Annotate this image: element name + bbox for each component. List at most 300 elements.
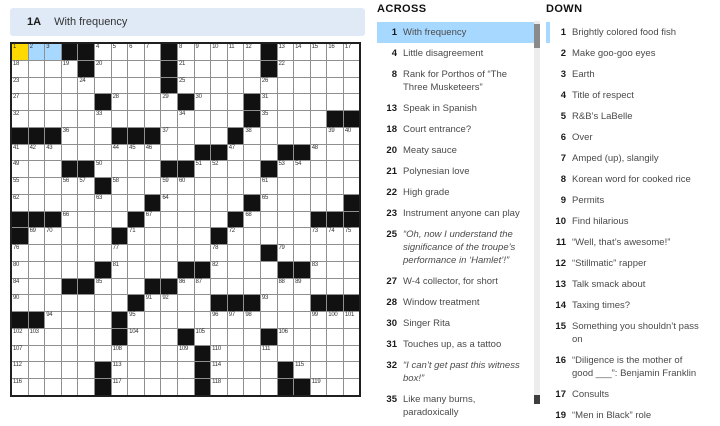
grid-cell[interactable] [278,312,294,328]
across-clue-25[interactable] [377,224,535,271]
across-scrollbar-track[interactable] [534,21,540,404]
grid-cell[interactable] [78,362,94,378]
grid-cell[interactable] [344,346,360,362]
grid-cell[interactable] [62,295,78,311]
grid-cell[interactable] [178,245,194,261]
across-clue-21[interactable] [377,161,535,182]
grid-cell[interactable] [12,78,28,94]
grid-cell[interactable] [161,145,177,161]
grid-cell[interactable] [45,61,61,77]
grid-cell[interactable] [195,212,211,228]
grid-cell[interactable] [228,362,244,378]
grid-cell[interactable] [95,61,111,77]
grid-cell[interactable] [278,195,294,211]
grid-cell[interactable] [145,295,161,311]
across-clue-31[interactable] [377,334,535,355]
down-clue-1[interactable] [546,22,712,43]
grid-cell[interactable] [62,128,78,144]
down-clue-15[interactable] [546,316,712,350]
grid-cell[interactable] [211,111,227,127]
grid-cell[interactable] [261,212,277,228]
grid-cell[interactable] [278,212,294,228]
grid-cell[interactable] [261,262,277,278]
grid-cell[interactable] [344,61,360,77]
grid-cell[interactable] [178,44,194,60]
grid-cell[interactable] [211,161,227,177]
grid-cell[interactable] [211,94,227,110]
grid-cell[interactable] [311,262,327,278]
grid-cell[interactable] [161,312,177,328]
grid-cell[interactable] [244,312,260,328]
grid-cell[interactable] [29,61,45,77]
grid-cell[interactable] [112,362,128,378]
grid-cell[interactable] [145,329,161,345]
grid-cell[interactable] [29,228,45,244]
grid-cell[interactable] [344,128,360,144]
down-clue-14[interactable] [546,295,712,316]
grid-cell[interactable] [12,161,28,177]
grid-cell[interactable] [327,195,343,211]
grid-cell[interactable] [211,178,227,194]
grid-cell[interactable] [29,262,45,278]
grid-cell[interactable] [228,329,244,345]
grid-cell[interactable] [95,312,111,328]
grid-cell[interactable] [12,295,28,311]
grid-cell[interactable] [29,379,45,395]
grid-cell[interactable] [112,44,128,60]
grid-cell[interactable] [45,279,61,295]
grid-cell[interactable] [278,279,294,295]
grid-cell[interactable] [128,329,144,345]
grid-cell[interactable] [244,78,260,94]
grid-cell[interactable] [195,295,211,311]
grid-cell[interactable] [294,362,310,378]
grid-cell[interactable] [311,346,327,362]
grid-cell[interactable] [178,379,194,395]
grid-cell[interactable] [344,161,360,177]
grid-cell[interactable] [78,228,94,244]
grid-cell[interactable] [145,228,161,244]
grid-cell[interactable] [95,161,111,177]
grid-cell[interactable] [344,94,360,110]
grid-cell[interactable] [29,161,45,177]
grid-cell[interactable] [244,178,260,194]
grid-cell[interactable] [112,262,128,278]
grid-cell[interactable] [228,44,244,60]
across-clue-13[interactable] [377,98,535,119]
down-clue-2[interactable] [546,43,712,64]
grid-cell[interactable] [145,111,161,127]
grid-cell[interactable] [195,279,211,295]
grid-cell[interactable] [161,346,177,362]
grid-cell[interactable] [211,61,227,77]
grid-cell[interactable] [112,145,128,161]
grid-cell[interactable] [161,295,177,311]
grid-cell[interactable] [195,78,211,94]
grid-cell[interactable] [228,312,244,328]
grid-cell[interactable] [195,94,211,110]
grid-cell[interactable] [178,228,194,244]
grid-cell[interactable] [261,295,277,311]
grid-cell[interactable] [311,145,327,161]
grid-cell[interactable] [211,195,227,211]
grid-cell[interactable] [244,362,260,378]
grid-cell[interactable] [95,212,111,228]
grid-cell[interactable] [244,329,260,345]
grid-cell[interactable] [29,44,45,60]
grid-cell[interactable] [62,78,78,94]
down-clue-8[interactable] [546,169,712,190]
grid-cell[interactable] [12,245,28,261]
grid-cell[interactable] [311,161,327,177]
grid-cell[interactable] [29,329,45,345]
grid-cell[interactable] [244,161,260,177]
grid-cell[interactable] [29,195,45,211]
grid-cell[interactable] [161,379,177,395]
grid-cell[interactable] [195,178,211,194]
grid-cell[interactable] [195,161,211,177]
grid-cell[interactable] [78,329,94,345]
grid-cell[interactable] [311,61,327,77]
across-clue-4[interactable] [377,43,535,64]
grid-cell[interactable] [145,212,161,228]
across-clue-8[interactable] [377,64,535,98]
grid-cell[interactable] [161,178,177,194]
grid-cell[interactable] [45,94,61,110]
grid-cell[interactable] [311,329,327,345]
grid-cell[interactable] [145,262,161,278]
grid-cell[interactable] [294,128,310,144]
grid-cell[interactable] [211,379,227,395]
grid-cell[interactable] [112,379,128,395]
grid-cell[interactable] [145,94,161,110]
grid-cell[interactable] [244,61,260,77]
grid-cell[interactable] [244,212,260,228]
down-clue-5[interactable] [546,106,712,127]
grid-cell[interactable] [327,128,343,144]
grid-cell[interactable] [95,295,111,311]
grid-cell[interactable] [112,295,128,311]
grid-cell[interactable] [29,78,45,94]
down-clue-17[interactable] [546,384,712,405]
grid-cell[interactable] [311,312,327,328]
grid-cell[interactable] [195,228,211,244]
grid-cell[interactable] [161,195,177,211]
grid-cell[interactable] [45,312,61,328]
grid-cell[interactable] [327,329,343,345]
grid-cell[interactable] [344,379,360,395]
grid-cell[interactable] [278,61,294,77]
grid-cell[interactable] [178,178,194,194]
grid-cell[interactable] [294,279,310,295]
grid-cell[interactable] [244,128,260,144]
grid-cell[interactable] [211,329,227,345]
grid-cell[interactable] [261,111,277,127]
grid-cell[interactable] [78,128,94,144]
grid-cell[interactable] [128,78,144,94]
grid-cell[interactable] [211,312,227,328]
grid-cell[interactable] [294,44,310,60]
grid-cell[interactable] [45,379,61,395]
grid-cell[interactable] [62,312,78,328]
grid-cell[interactable] [294,212,310,228]
grid-cell[interactable] [62,212,78,228]
grid-cell[interactable] [278,111,294,127]
grid-cell[interactable] [12,346,28,362]
grid-cell[interactable] [128,44,144,60]
down-clue-9[interactable] [546,190,712,211]
grid-cell[interactable] [128,362,144,378]
grid-cell[interactable] [12,44,28,60]
grid-cell[interactable] [211,362,227,378]
grid-cell[interactable] [244,145,260,161]
grid-cell[interactable] [327,362,343,378]
grid-cell[interactable] [29,145,45,161]
grid-cell[interactable] [228,346,244,362]
grid-cell[interactable] [78,212,94,228]
grid-cell[interactable] [228,78,244,94]
grid-cell[interactable] [45,346,61,362]
grid-cell[interactable] [12,178,28,194]
grid-cell[interactable] [311,78,327,94]
grid-cell[interactable] [161,94,177,110]
grid-cell[interactable] [29,111,45,127]
across-clue-23[interactable] [377,203,535,224]
grid-cell[interactable] [294,228,310,244]
grid-cell[interactable] [95,245,111,261]
across-clue-32[interactable] [377,355,535,389]
grid-cell[interactable] [128,262,144,278]
grid-cell[interactable] [311,379,327,395]
grid-cell[interactable] [278,94,294,110]
grid-cell[interactable] [145,61,161,77]
grid-cell[interactable] [112,61,128,77]
grid-cell[interactable] [211,262,227,278]
grid-cell[interactable] [78,78,94,94]
grid-cell[interactable] [178,295,194,311]
grid-cell[interactable] [128,379,144,395]
grid-cell[interactable] [294,245,310,261]
down-clue-4[interactable] [546,85,712,106]
grid-cell[interactable] [261,94,277,110]
grid-cell[interactable] [78,346,94,362]
grid-cell[interactable] [161,245,177,261]
grid-cell[interactable] [344,228,360,244]
grid-cell[interactable] [244,379,260,395]
grid-cell[interactable] [261,228,277,244]
grid-cell[interactable] [195,312,211,328]
grid-cell[interactable] [294,94,310,110]
grid-cell[interactable] [195,61,211,77]
grid-cell[interactable] [62,61,78,77]
across-clue-30[interactable] [377,313,535,334]
grid-cell[interactable] [128,195,144,211]
grid-cell[interactable] [12,195,28,211]
grid-cell[interactable] [278,178,294,194]
grid-cell[interactable] [128,279,144,295]
grid-cell[interactable] [161,111,177,127]
grid-cell[interactable] [311,178,327,194]
grid-cell[interactable] [95,78,111,94]
grid-cell[interactable] [344,279,360,295]
grid-cell[interactable] [278,161,294,177]
grid-cell[interactable] [145,312,161,328]
grid-cell[interactable] [261,145,277,161]
grid-cell[interactable] [344,262,360,278]
grid-cell[interactable] [161,228,177,244]
across-clue-20[interactable] [377,140,535,161]
grid-cell[interactable] [244,245,260,261]
grid-cell[interactable] [211,279,227,295]
grid-cell[interactable] [178,61,194,77]
grid-cell[interactable] [45,262,61,278]
grid-cell[interactable] [128,111,144,127]
grid-cell[interactable] [327,44,343,60]
grid-cell[interactable] [327,346,343,362]
grid-cell[interactable] [95,44,111,60]
grid-cell[interactable] [327,245,343,261]
grid-cell[interactable] [161,262,177,278]
grid-cell[interactable] [128,245,144,261]
across-clue-18[interactable] [377,119,535,140]
grid-cell[interactable] [112,346,128,362]
across-clue-1[interactable] [377,22,535,43]
grid-cell[interactable] [311,111,327,127]
grid-cell[interactable] [311,228,327,244]
grid-cell[interactable] [195,128,211,144]
grid-cell[interactable] [278,44,294,60]
grid-cell[interactable] [327,78,343,94]
down-clue-10[interactable] [546,211,712,232]
grid-cell[interactable] [327,228,343,244]
grid-cell[interactable] [145,346,161,362]
grid-cell[interactable] [344,178,360,194]
grid-cell[interactable] [62,362,78,378]
grid-cell[interactable] [195,111,211,127]
grid-cell[interactable] [45,295,61,311]
grid-cell[interactable] [211,128,227,144]
grid-cell[interactable] [327,379,343,395]
grid-cell[interactable] [45,44,61,60]
grid-cell[interactable] [311,94,327,110]
grid-cell[interactable] [95,128,111,144]
grid-cell[interactable] [78,178,94,194]
across-clue-28[interactable] [377,292,535,313]
grid-cell[interactable] [45,228,61,244]
grid-cell[interactable] [112,212,128,228]
grid-cell[interactable] [294,161,310,177]
down-clue-12[interactable] [546,253,712,274]
grid-cell[interactable] [278,245,294,261]
grid-cell[interactable] [95,279,111,295]
grid-cell[interactable] [12,329,28,345]
grid-cell[interactable] [244,262,260,278]
grid-cell[interactable] [278,329,294,345]
grid-cell[interactable] [112,78,128,94]
grid-cell[interactable] [294,78,310,94]
grid-cell[interactable] [78,245,94,261]
grid-cell[interactable] [29,245,45,261]
grid-cell[interactable] [78,295,94,311]
grid-cell[interactable] [294,178,310,194]
grid-cell[interactable] [145,379,161,395]
grid-cell[interactable] [278,295,294,311]
grid-cell[interactable] [228,195,244,211]
grid-cell[interactable] [145,145,161,161]
grid-cell[interactable] [261,195,277,211]
grid-cell[interactable] [112,195,128,211]
grid-cell[interactable] [278,228,294,244]
grid-cell[interactable] [228,145,244,161]
grid-cell[interactable] [145,362,161,378]
grid-cell[interactable] [294,312,310,328]
grid-cell[interactable] [95,145,111,161]
grid-cell[interactable] [244,228,260,244]
grid-cell[interactable] [178,312,194,328]
grid-cell[interactable] [178,346,194,362]
grid-cell[interactable] [12,379,28,395]
grid-cell[interactable] [29,346,45,362]
grid-cell[interactable] [344,44,360,60]
grid-cell[interactable] [228,279,244,295]
grid-cell[interactable] [261,279,277,295]
grid-cell[interactable] [178,145,194,161]
grid-cell[interactable] [327,312,343,328]
down-clue-19[interactable] [546,405,712,426]
grid-cell[interactable] [29,279,45,295]
grid-cell[interactable] [62,329,78,345]
grid-cell[interactable] [294,195,310,211]
grid-cell[interactable] [78,94,94,110]
grid-cell[interactable] [327,161,343,177]
grid-cell[interactable] [112,161,128,177]
grid-cell[interactable] [45,245,61,261]
grid-cell[interactable] [311,44,327,60]
grid-cell[interactable] [327,61,343,77]
grid-cell[interactable] [161,212,177,228]
grid-cell[interactable] [195,329,211,345]
grid-cell[interactable] [128,94,144,110]
across-scrollbar-down-button[interactable] [534,395,540,404]
grid-cell[interactable] [311,245,327,261]
grid-cell[interactable] [145,245,161,261]
grid-cell[interactable] [145,78,161,94]
grid-cell[interactable] [45,329,61,345]
grid-cell[interactable] [45,161,61,177]
across-clue-22[interactable] [377,182,535,203]
grid-cell[interactable] [29,94,45,110]
grid-cell[interactable] [78,379,94,395]
grid-cell[interactable] [12,362,28,378]
grid-cell[interactable] [128,145,144,161]
grid-cell[interactable] [344,312,360,328]
grid-cell[interactable] [45,195,61,211]
grid-cell[interactable] [327,94,343,110]
across-clue-27[interactable] [377,271,535,292]
grid-cell[interactable] [12,111,28,127]
across-scrollbar-thumb[interactable] [534,24,540,48]
grid-cell[interactable] [161,128,177,144]
grid-cell[interactable] [278,128,294,144]
down-clue-3[interactable] [546,64,712,85]
grid-cell[interactable] [62,195,78,211]
grid-cell[interactable] [294,111,310,127]
grid-cell[interactable] [211,245,227,261]
grid-cell[interactable] [195,44,211,60]
grid-cell[interactable] [29,295,45,311]
grid-cell[interactable] [261,312,277,328]
grid-cell[interactable] [161,362,177,378]
